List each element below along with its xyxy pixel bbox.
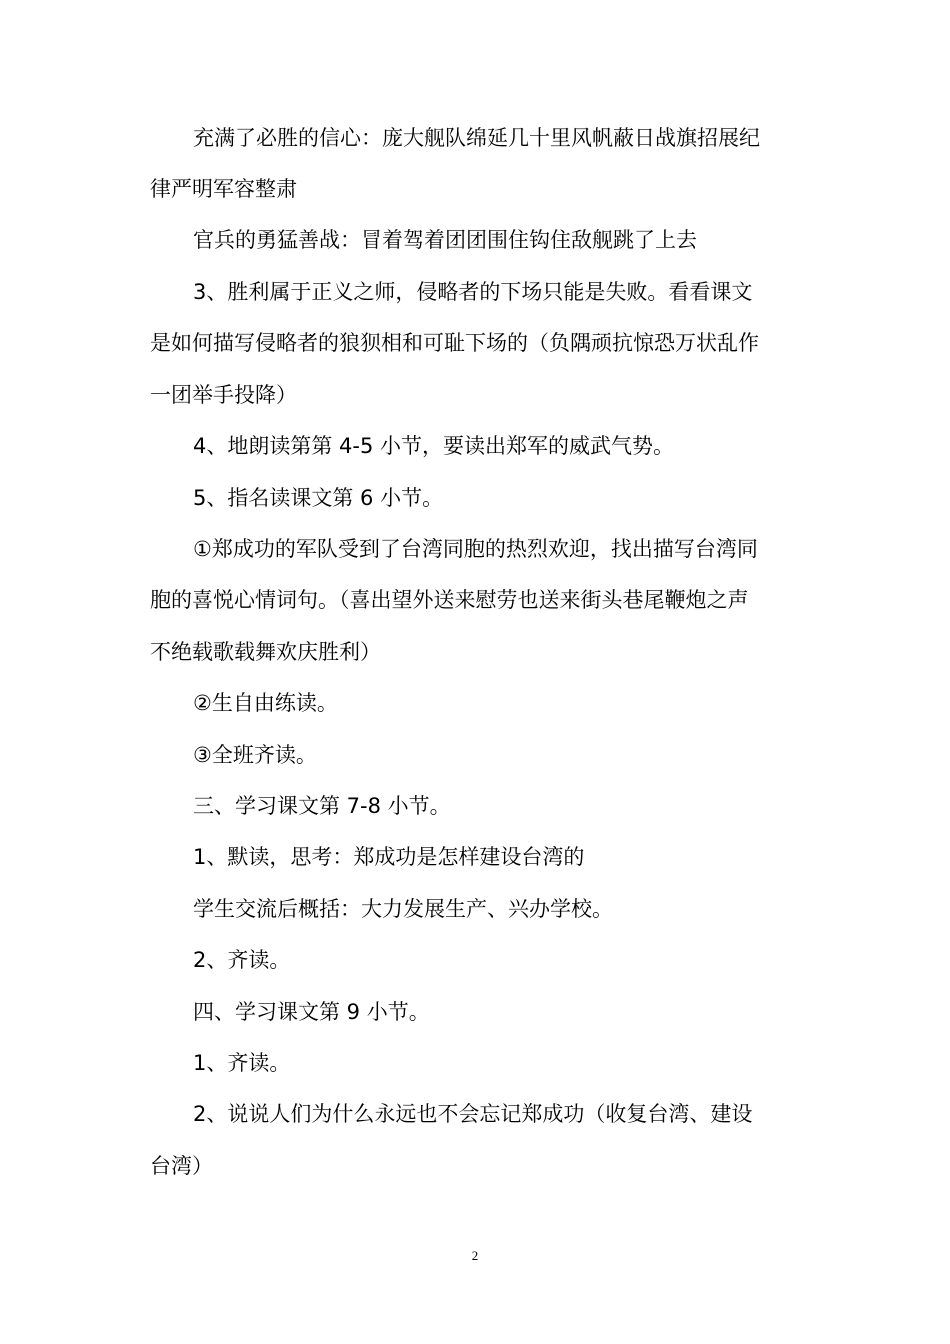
text-line: 3、胜利属于正义之师，侵略者的下场只能是失败。看看课文	[193, 280, 753, 304]
text-line: ②生自由练读。	[193, 691, 338, 715]
page-number: 2	[471, 1248, 479, 1263]
text-line: 三、学习课文第 7-8 小节。	[193, 794, 451, 818]
text-line: 胞的喜悦心情词句。（喜出望外送来慰劳也送来街头巷尾鞭炮之声	[150, 588, 749, 612]
text-line: 律严明军容整肃	[150, 177, 297, 201]
text-line: 2、齐读。	[193, 948, 291, 972]
text-line: 一团举手投降）	[150, 383, 297, 407]
text-line: 是如何描写侵略者的狼狈相和可耻下场的（负隅顽抗惊恐万状乱作	[150, 331, 759, 355]
text-line: 不绝载歌载舞欢庆胜利）	[150, 640, 381, 664]
text-line: ③全班齐读。	[193, 743, 317, 767]
text-line: 2、说说人们为什么永远也不会忘记郑成功（收复台湾、建设	[193, 1102, 753, 1126]
text-line: 官兵的勇猛善战：冒着驾着团团围住钩住敌舰跳了上去	[193, 228, 697, 252]
text-line: 四、学习课文第 9 小节。	[193, 1000, 430, 1024]
text-line: ①郑成功的军队受到了台湾同胞的热烈欢迎，找出描写台湾同	[193, 537, 758, 561]
text-line: 台湾）	[150, 1154, 213, 1178]
text-line: 充满了必胜的信心：庞大舰队绵延几十里风帆蔽日战旗招展纪	[193, 126, 760, 150]
text-line: 5、指名读课文第 6 小节。	[193, 486, 444, 510]
text-line: 1、默读，思考：郑成功是怎样建设台湾的	[193, 845, 585, 869]
text-line: 4、地朗读第第 4-5 小节，要读出郑军的威武气势。	[193, 434, 675, 458]
text-line: 学生交流后概括：大力发展生产、兴办学校。	[193, 897, 613, 921]
text-line: 1、齐读。	[193, 1051, 291, 1075]
